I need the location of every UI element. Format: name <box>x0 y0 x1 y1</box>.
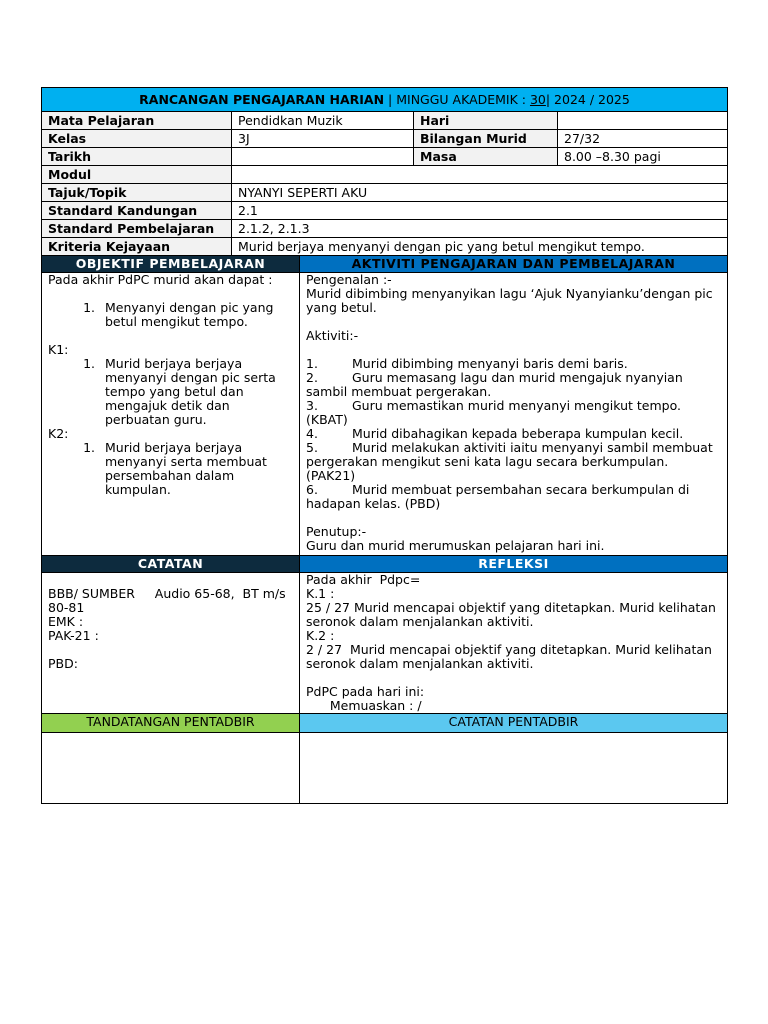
label-bilangan-murid: Bilangan Murid <box>414 130 558 148</box>
aktiviti-cell <box>300 273 728 556</box>
aktiviti-step: 1. Murid dibimbing menyanyi baris demi baris. <box>306 356 628 371</box>
value-modul <box>232 166 728 184</box>
value-tajuk: NYANYI SEPERTI AKU <box>232 184 728 202</box>
aktiviti-step: 4. Murid dibahagikan kepada beberapa kumpulan kecil. <box>306 426 684 441</box>
value-standard-pembelajaran: 2.1.2, 2.1.3 <box>232 220 728 238</box>
value-tarikh <box>232 148 414 166</box>
aktiviti-step: 6. Murid membuat persembahan secara berkumpulan di hadapan kelas. (PBD) <box>306 482 690 511</box>
refleksi-line: K.1 : <box>306 586 335 601</box>
objektif-k1-label: K1: <box>48 342 69 357</box>
refleksi-line: 25 / 27 Murid mencapai objektif yang ditetapkan. Murid kelihatan seronok dalam menjalankan aktiviti. <box>306 600 720 629</box>
catatan-pentadbir-cell <box>300 733 728 804</box>
label-standard-pembelajaran: Standard Pembelajaran <box>42 220 232 238</box>
aktiviti-label: Aktiviti:- <box>306 328 359 343</box>
content-table <box>41 255 728 804</box>
section-objektif-header: OBJEKTIF PEMBELAJARAN <box>42 256 300 273</box>
pengenalan-text: Murid dibimbing menyanyikan lagu ‘Ajuk Nyanyianku’dengan pic yang betul. <box>306 286 717 315</box>
objektif-intro: Pada akhir PdPC murid akan dapat : <box>48 272 273 287</box>
value-mata-pelajaran: Pendidkan Muzik <box>232 112 414 130</box>
title-main: RANCANGAN PENGAJARAN HARIAN <box>139 92 385 107</box>
label-kriteria-kejayaan: Kriteria Kejayaan <box>42 238 232 256</box>
title-week-label: | MINGGU AKADEMIK : <box>384 92 530 107</box>
label-kelas: Kelas <box>42 130 232 148</box>
objektif-item: 1. Menyanyi dengan pic yang betul mengikut tempo. <box>83 300 274 329</box>
catatan-cell <box>42 573 300 714</box>
section-refleksi-header: REFLEKSI <box>300 556 728 573</box>
aktiviti-step: 2. Guru memasang lagu dan murid mengajuk nyanyian sambil membuat pergerakan. <box>306 370 683 399</box>
value-bilangan-murid: 27/32 <box>558 130 728 148</box>
objektif-k2-item: 1. Murid berjaya berjaya menyanyi serta membuat persembahan dalam kumpulan. <box>83 440 267 497</box>
penutup-label: Penutup:- <box>306 524 367 539</box>
catatan-bbb: BBB/ SUMBER Audio 65-68, BT m/s 80-81 <box>48 586 290 615</box>
info-table <box>41 87 728 256</box>
value-kelas: 3J <box>232 130 414 148</box>
section-aktiviti-header: AKTIVITI PENGAJARAN DAN PEMBELAJARAN <box>300 256 728 273</box>
label-hari: Hari <box>414 112 558 130</box>
refleksi-cell <box>300 573 728 714</box>
value-masa: 8.00 –8.30 pagi <box>558 148 728 166</box>
label-modul: Modul <box>42 166 232 184</box>
aktiviti-step: 5. Murid melakukan aktiviti iaitu menyanyi sambil membuat pergerakan mengikut seni kata lagu secara berkumpulan. (PAK21) <box>306 440 713 483</box>
section-tandatangan-header: TANDATANGAN PENTADBIR <box>42 714 300 733</box>
refleksi-line: Pada akhir Pdpc= <box>306 572 421 587</box>
label-mata-pelajaran: Mata Pelajaran <box>42 112 232 130</box>
objektif-k1-item: 1. Murid berjaya berjaya menyanyi dengan pic serta tempo yang betul dan mengajuk detik dan perbuatan guru. <box>83 356 276 427</box>
aktiviti-step: 3. Guru memastikan murid menyanyi mengikut tempo. (KBAT) <box>306 398 681 427</box>
tandatangan-cell <box>42 733 300 804</box>
catatan-pak21: PAK-21 : <box>48 628 99 643</box>
section-catatan-pentadbir-header: CATATAN PENTADBIR <box>300 714 728 733</box>
penutup-text: Guru dan murid merumuskan pelajaran hari ini. <box>306 538 605 553</box>
lesson-plan-sheet <box>41 87 727 804</box>
label-tajuk: Tajuk/Topik <box>42 184 232 202</box>
refleksi-line: Memuaskan : / <box>306 698 422 713</box>
label-masa: Masa <box>414 148 558 166</box>
label-tarikh: Tarikh <box>42 148 232 166</box>
refleksi-line: K.2 : <box>306 628 335 643</box>
label-standard-kandungan: Standard Kandungan <box>42 202 232 220</box>
value-kriteria-kejayaan: Murid berjaya menyanyi dengan pic yang betul mengikut tempo. <box>232 238 728 256</box>
objektif-cell <box>42 273 300 556</box>
objektif-k2-label: K2: <box>48 426 69 441</box>
pengenalan-label: Pengenalan :- <box>306 272 392 287</box>
catatan-pbd: PBD: <box>48 656 78 671</box>
title-week-number: 30 <box>529 92 546 107</box>
value-standard-kandungan: 2.1 <box>232 202 728 220</box>
title-year: | 2024 / 2025 <box>545 92 630 107</box>
refleksi-line: 2 / 27 Murid mencapai objektif yang ditetapkan. Murid kelihatan seronok dalam menjalankan aktiviti. <box>306 642 716 671</box>
catatan-emk: EMK : <box>48 614 84 629</box>
page-title <box>42 88 728 112</box>
refleksi-line: PdPC pada hari ini: <box>306 684 425 699</box>
value-hari <box>558 112 728 130</box>
section-catatan-header: CATATAN <box>42 556 300 573</box>
